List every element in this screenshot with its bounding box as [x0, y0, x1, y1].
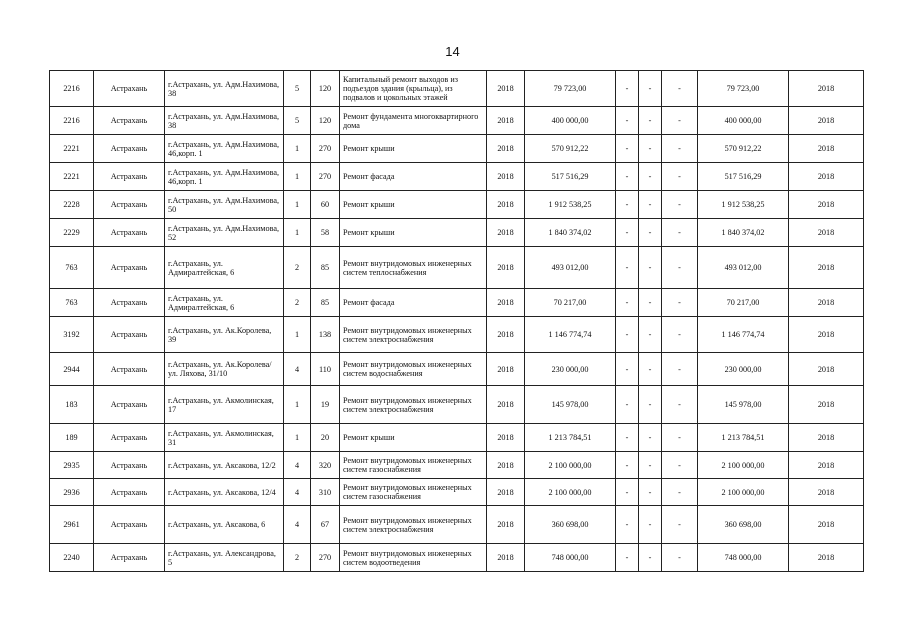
work-type-cell: Ремонт фасада — [340, 163, 487, 191]
apartments-cell: 85 — [311, 289, 340, 317]
floors-cell: 1 — [284, 135, 311, 163]
cost-cell: 517 516,29 — [525, 163, 616, 191]
city-cell: Астрахань — [94, 424, 165, 452]
completion-year-cell: 2018 — [789, 317, 864, 353]
cost-cell: 1 840 374,02 — [525, 219, 616, 247]
dash-cell: - — [639, 479, 662, 506]
cost-cell: 400 000,00 — [525, 107, 616, 135]
work-type-cell: Ремонт фасада — [340, 289, 487, 317]
total-cell: 1 213 784,51 — [698, 424, 789, 452]
address-cell: г.Астрахань, ул. Адм.Нахимова, 52 — [165, 219, 284, 247]
address-cell: г.Астрахань, ул. Ак.Королева/ул. Ляхова, 31/10 — [165, 353, 284, 386]
total-cell: 145 978,00 — [698, 386, 789, 424]
year-cell: 2018 — [487, 191, 525, 219]
completion-year-cell: 2018 — [789, 452, 864, 479]
dash-cell: - — [662, 452, 698, 479]
work-type-cell: Ремонт внутридомовых инженерных систем электроснабжения — [340, 506, 487, 544]
total-cell: 2 100 000,00 — [698, 479, 789, 506]
record-id-cell: 763 — [50, 247, 94, 289]
apartments-cell: 110 — [311, 353, 340, 386]
dash-cell: - — [616, 219, 639, 247]
dash-cell: - — [616, 289, 639, 317]
completion-year-cell: 2018 — [789, 163, 864, 191]
dash-cell: - — [616, 506, 639, 544]
address-cell: г.Астрахань, ул. Адмиралтейская, 6 — [165, 289, 284, 317]
cost-cell: 1 213 784,51 — [525, 424, 616, 452]
floors-cell: 4 — [284, 353, 311, 386]
total-cell: 2 100 000,00 — [698, 452, 789, 479]
total-cell: 570 912,22 — [698, 135, 789, 163]
record-id-cell: 189 — [50, 424, 94, 452]
cost-cell: 230 000,00 — [525, 353, 616, 386]
address-cell: г.Астрахань, ул. Аксакова, 6 — [165, 506, 284, 544]
cost-cell: 1 146 774,74 — [525, 317, 616, 353]
apartments-cell: 60 — [311, 191, 340, 219]
city-cell: Астрахань — [94, 247, 165, 289]
total-cell: 517 516,29 — [698, 163, 789, 191]
dash-cell: - — [662, 163, 698, 191]
table-row — [50, 506, 864, 544]
work-type-cell: Ремонт внутридомовых инженерных систем газоснабжения — [340, 452, 487, 479]
work-type-cell: Капитальный ремонт выходов из подъездов здания (крыльца), из подвалов и цокольных этажей — [340, 71, 487, 107]
dash-cell: - — [639, 191, 662, 219]
floors-cell: 1 — [284, 386, 311, 424]
apartments-cell: 19 — [311, 386, 340, 424]
city-cell: Астрахань — [94, 479, 165, 506]
dash-cell: - — [616, 452, 639, 479]
floors-cell: 2 — [284, 289, 311, 317]
total-cell: 79 723,00 — [698, 71, 789, 107]
cost-cell: 748 000,00 — [525, 544, 616, 572]
record-id-cell: 2229 — [50, 219, 94, 247]
dash-cell: - — [639, 247, 662, 289]
total-cell: 748 000,00 — [698, 544, 789, 572]
city-cell: Астрахань — [94, 544, 165, 572]
city-cell: Астрахань — [94, 353, 165, 386]
dash-cell: - — [662, 219, 698, 247]
record-id-cell: 2961 — [50, 506, 94, 544]
address-cell: г.Астрахань, ул. Акмолинская, 31 — [165, 424, 284, 452]
dash-cell: - — [662, 479, 698, 506]
dash-cell: - — [662, 353, 698, 386]
apartments-cell: 120 — [311, 107, 340, 135]
year-cell: 2018 — [487, 424, 525, 452]
table-row — [50, 219, 864, 247]
address-cell: г.Астрахань, ул. Адм.Нахимова, 50 — [165, 191, 284, 219]
year-cell: 2018 — [487, 317, 525, 353]
completion-year-cell: 2018 — [789, 289, 864, 317]
year-cell: 2018 — [487, 452, 525, 479]
dash-cell: - — [662, 191, 698, 219]
address-cell: г.Астрахань, ул. Александрова, 5 — [165, 544, 284, 572]
dash-cell: - — [662, 247, 698, 289]
city-cell: Астрахань — [94, 135, 165, 163]
total-cell: 1 840 374,02 — [698, 219, 789, 247]
city-cell: Астрахань — [94, 289, 165, 317]
year-cell: 2018 — [487, 107, 525, 135]
table-row — [50, 544, 864, 572]
record-id-cell: 763 — [50, 289, 94, 317]
apartments-cell: 67 — [311, 506, 340, 544]
address-cell: г.Астрахань, ул. Аксакова, 12/4 — [165, 479, 284, 506]
completion-year-cell: 2018 — [789, 135, 864, 163]
dash-cell: - — [639, 386, 662, 424]
table-row — [50, 479, 864, 506]
city-cell: Астрахань — [94, 506, 165, 544]
address-cell: г.Астрахань, ул. Адмиралтейская, 6 — [165, 247, 284, 289]
total-cell: 230 000,00 — [698, 353, 789, 386]
floors-cell: 4 — [284, 452, 311, 479]
year-cell: 2018 — [487, 289, 525, 317]
table-row — [50, 386, 864, 424]
total-cell: 360 698,00 — [698, 506, 789, 544]
completion-year-cell: 2018 — [789, 247, 864, 289]
dash-cell: - — [639, 71, 662, 107]
table-row — [50, 289, 864, 317]
address-cell: г.Астрахань, ул. Ак.Королева, 39 — [165, 317, 284, 353]
dash-cell: - — [639, 107, 662, 135]
address-cell: г.Астрахань, ул. Адм.Нахимова, 46,корп. 1 — [165, 163, 284, 191]
cost-cell: 360 698,00 — [525, 506, 616, 544]
apartments-cell: 310 — [311, 479, 340, 506]
total-cell: 1 146 774,74 — [698, 317, 789, 353]
table-row — [50, 71, 864, 107]
year-cell: 2018 — [487, 135, 525, 163]
address-cell: г.Астрахань, ул. Акмолинская, 17 — [165, 386, 284, 424]
work-type-cell: Ремонт крыши — [340, 219, 487, 247]
floors-cell: 5 — [284, 107, 311, 135]
dash-cell: - — [616, 107, 639, 135]
completion-year-cell: 2018 — [789, 479, 864, 506]
record-id-cell: 2944 — [50, 353, 94, 386]
dash-cell: - — [616, 479, 639, 506]
record-id-cell: 2240 — [50, 544, 94, 572]
dash-cell: - — [616, 191, 639, 219]
address-cell: г.Астрахань, ул. Адм.Нахимова, 38 — [165, 71, 284, 107]
completion-year-cell: 2018 — [789, 107, 864, 135]
dash-cell: - — [662, 506, 698, 544]
cost-cell: 70 217,00 — [525, 289, 616, 317]
table-row — [50, 424, 864, 452]
cost-cell: 570 912,22 — [525, 135, 616, 163]
record-id-cell: 183 — [50, 386, 94, 424]
dash-cell: - — [616, 544, 639, 572]
table-row — [50, 452, 864, 479]
dash-cell: - — [616, 424, 639, 452]
year-cell: 2018 — [487, 71, 525, 107]
record-id-cell: 2228 — [50, 191, 94, 219]
table-row — [50, 107, 864, 135]
cost-cell: 145 978,00 — [525, 386, 616, 424]
dash-cell: - — [639, 544, 662, 572]
apartments-cell: 138 — [311, 317, 340, 353]
total-cell: 1 912 538,25 — [698, 191, 789, 219]
city-cell: Астрахань — [94, 317, 165, 353]
dash-cell: - — [662, 424, 698, 452]
city-cell: Астрахань — [94, 191, 165, 219]
dash-cell: - — [662, 71, 698, 107]
work-type-cell: Ремонт внутридомовых инженерных систем электроснабжения — [340, 317, 487, 353]
year-cell: 2018 — [487, 506, 525, 544]
record-id-cell: 2935 — [50, 452, 94, 479]
dash-cell: - — [639, 353, 662, 386]
completion-year-cell: 2018 — [789, 386, 864, 424]
total-cell: 493 012,00 — [698, 247, 789, 289]
record-id-cell: 2221 — [50, 163, 94, 191]
table-row — [50, 163, 864, 191]
repair-program-table — [49, 70, 864, 572]
dash-cell: - — [639, 317, 662, 353]
year-cell: 2018 — [487, 163, 525, 191]
apartments-cell: 85 — [311, 247, 340, 289]
dash-cell: - — [639, 219, 662, 247]
address-cell: г.Астрахань, ул. Адм.Нахимова, 46,корп. 1 — [165, 135, 284, 163]
table-row — [50, 135, 864, 163]
completion-year-cell: 2018 — [789, 191, 864, 219]
apartments-cell: 270 — [311, 135, 340, 163]
completion-year-cell: 2018 — [789, 71, 864, 107]
year-cell: 2018 — [487, 247, 525, 289]
city-cell: Астрахань — [94, 386, 165, 424]
total-cell: 400 000,00 — [698, 107, 789, 135]
floors-cell: 5 — [284, 71, 311, 107]
work-type-cell: Ремонт крыши — [340, 191, 487, 219]
dash-cell: - — [662, 386, 698, 424]
year-cell: 2018 — [487, 353, 525, 386]
dash-cell: - — [616, 71, 639, 107]
work-type-cell: Ремонт внутридомовых инженерных систем газоснабжения — [340, 479, 487, 506]
apartments-cell: 120 — [311, 71, 340, 107]
year-cell: 2018 — [487, 386, 525, 424]
table-row — [50, 317, 864, 353]
floors-cell: 4 — [284, 479, 311, 506]
floors-cell: 1 — [284, 191, 311, 219]
apartments-cell: 58 — [311, 219, 340, 247]
dash-cell: - — [616, 135, 639, 163]
page-number: 14 — [445, 44, 460, 59]
floors-cell: 2 — [284, 544, 311, 572]
dash-cell: - — [639, 135, 662, 163]
cost-cell: 2 100 000,00 — [525, 479, 616, 506]
table-row — [50, 247, 864, 289]
record-id-cell: 3192 — [50, 317, 94, 353]
completion-year-cell: 2018 — [789, 353, 864, 386]
dash-cell: - — [639, 452, 662, 479]
year-cell: 2018 — [487, 219, 525, 247]
dash-cell: - — [616, 317, 639, 353]
apartments-cell: 270 — [311, 544, 340, 572]
city-cell: Астрахань — [94, 163, 165, 191]
dash-cell: - — [662, 135, 698, 163]
work-type-cell: Ремонт внутридомовых инженерных систем водоснабжения — [340, 353, 487, 386]
dash-cell: - — [639, 289, 662, 317]
record-id-cell: 2936 — [50, 479, 94, 506]
floors-cell: 2 — [284, 247, 311, 289]
city-cell: Астрахань — [94, 71, 165, 107]
work-type-cell: Ремонт внутридомовых инженерных систем водоотведения — [340, 544, 487, 572]
floors-cell: 1 — [284, 163, 311, 191]
year-cell: 2018 — [487, 544, 525, 572]
apartments-cell: 270 — [311, 163, 340, 191]
work-type-cell: Ремонт внутридомовых инженерных систем электроснабжения — [340, 386, 487, 424]
dash-cell: - — [616, 386, 639, 424]
dash-cell: - — [662, 544, 698, 572]
apartments-cell: 20 — [311, 424, 340, 452]
dash-cell: - — [662, 317, 698, 353]
dash-cell: - — [639, 506, 662, 544]
floors-cell: 1 — [284, 317, 311, 353]
dash-cell: - — [662, 289, 698, 317]
total-cell: 70 217,00 — [698, 289, 789, 317]
year-cell: 2018 — [487, 479, 525, 506]
dash-cell: - — [639, 424, 662, 452]
city-cell: Астрахань — [94, 107, 165, 135]
dash-cell: - — [616, 353, 639, 386]
work-type-cell: Ремонт внутридомовых инженерных систем теплоснабжения — [340, 247, 487, 289]
apartments-cell: 320 — [311, 452, 340, 479]
address-cell: г.Астрахань, ул. Аксакова, 12/2 — [165, 452, 284, 479]
address-cell: г.Астрахань, ул. Адм.Нахимова, 38 — [165, 107, 284, 135]
completion-year-cell: 2018 — [789, 544, 864, 572]
work-type-cell: Ремонт фундамента многоквартирного дома — [340, 107, 487, 135]
record-id-cell: 2221 — [50, 135, 94, 163]
record-id-cell: 2216 — [50, 107, 94, 135]
completion-year-cell: 2018 — [789, 506, 864, 544]
city-cell: Астрахань — [94, 452, 165, 479]
dash-cell: - — [616, 247, 639, 289]
dash-cell: - — [639, 163, 662, 191]
city-cell: Астрахань — [94, 219, 165, 247]
table-row — [50, 353, 864, 386]
cost-cell: 2 100 000,00 — [525, 452, 616, 479]
floors-cell: 1 — [284, 219, 311, 247]
work-type-cell: Ремонт крыши — [340, 424, 487, 452]
completion-year-cell: 2018 — [789, 219, 864, 247]
cost-cell: 1 912 538,25 — [525, 191, 616, 219]
cost-cell: 493 012,00 — [525, 247, 616, 289]
record-id-cell: 2216 — [50, 71, 94, 107]
dash-cell: - — [616, 163, 639, 191]
work-type-cell: Ремонт крыши — [340, 135, 487, 163]
cost-cell: 79 723,00 — [525, 71, 616, 107]
dash-cell: - — [662, 107, 698, 135]
table-row — [50, 191, 864, 219]
completion-year-cell: 2018 — [789, 424, 864, 452]
floors-cell: 1 — [284, 424, 311, 452]
floors-cell: 4 — [284, 506, 311, 544]
